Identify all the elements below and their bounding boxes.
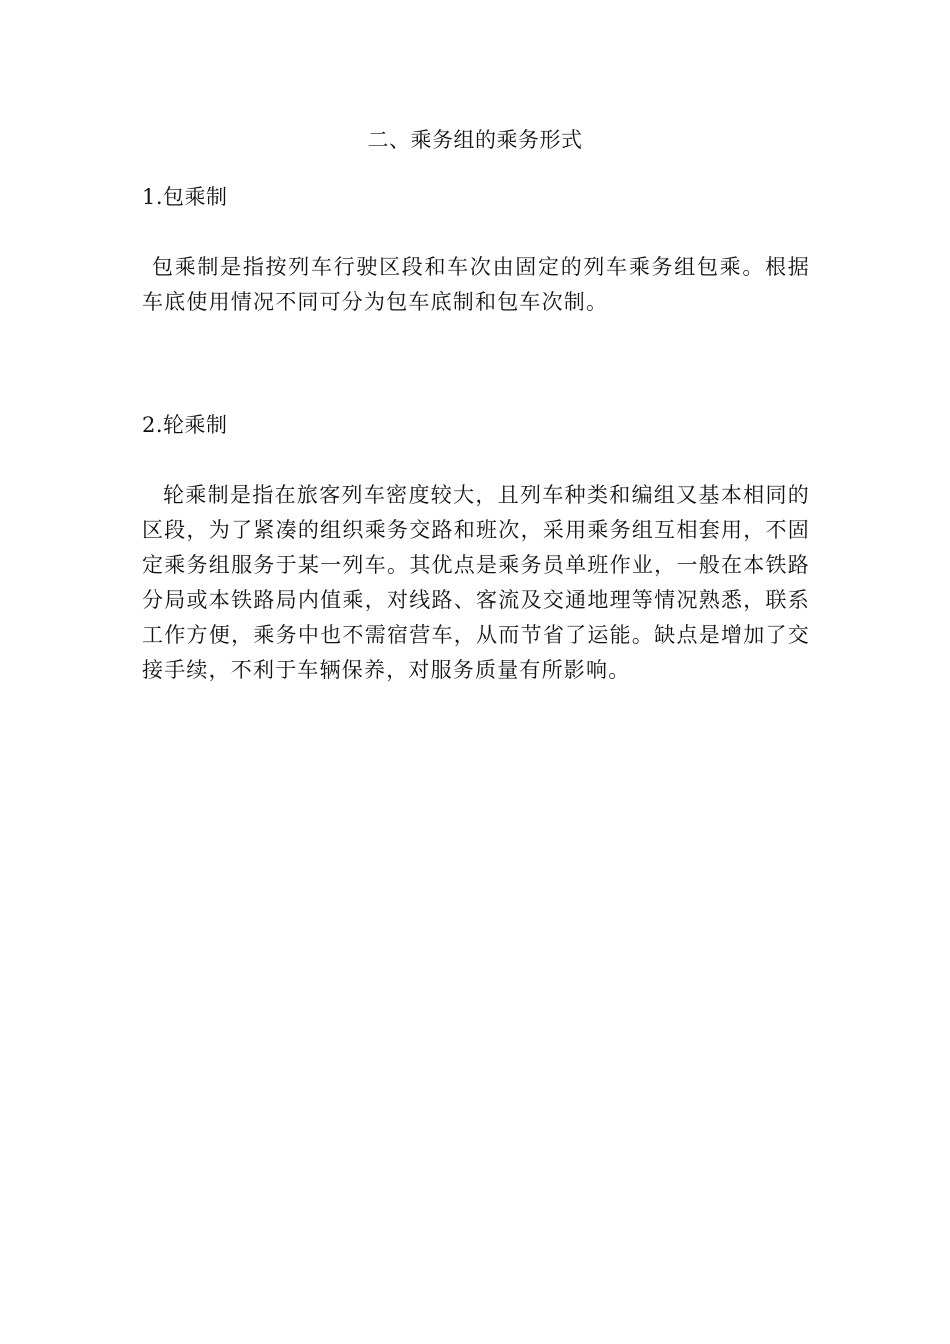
section-paragraph-2: 轮乘制是指在旅客列车密度较大，且列车种类和编组又基本相同的区段，为了紧凑的组织乘务交路和班次，采用乘务组互相套用，不固定乘务组服务于某一列车。其优点是乘务员单班作业，一般在本铁路分局或本铁路局内值乘，对线路、客流及交通地理等情况熟悉，联系工作方便，乘务中也不需宿营车，从而节省了运能。缺点是增加了交接手续，不利于车辆保养，对服务质量有所影响。 [142,483,810,682]
section-heading-1: 1.包乘制 [142,185,228,209]
section-paragraph-1: 包乘制是指按列车行驶区段和车次由固定的列车乘务组包乘。根据车底使用情况不同可分为包车底制和包车次制。 [142,255,810,314]
page-title: 二、乘务组的乘务形式 [367,128,583,152]
section-heading-2: 2.轮乘制 [142,413,228,437]
